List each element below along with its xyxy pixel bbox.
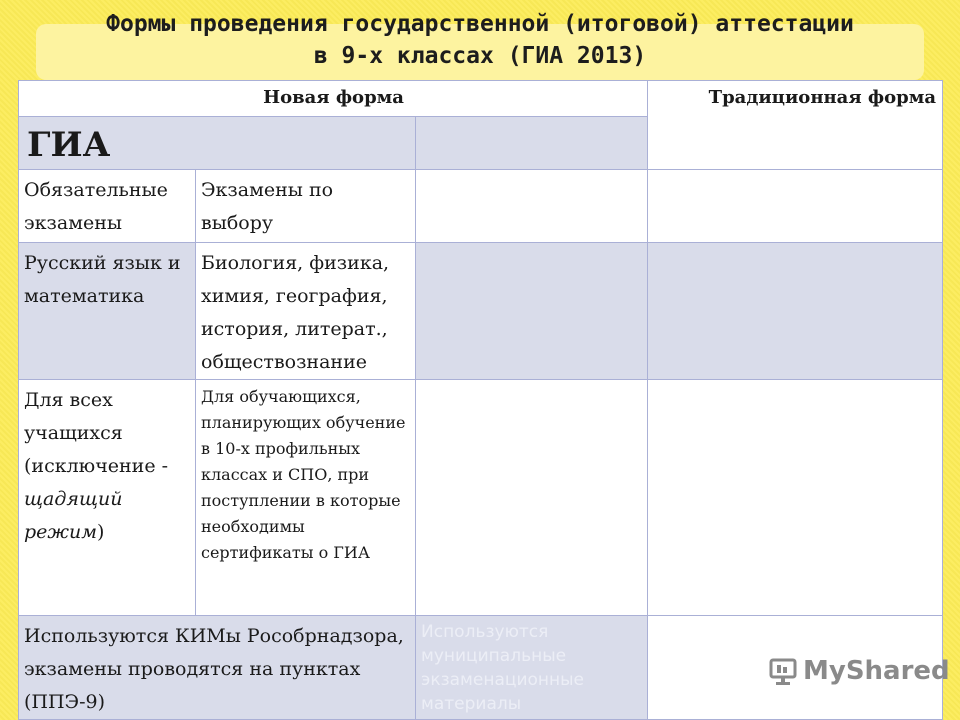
kim-note: Используются КИМы Рособрнадзора, экзамены проводятся на пунктах (ППЭ-9) bbox=[19, 616, 416, 720]
mandatory-exams-header: Обязательные экзамены bbox=[19, 170, 196, 243]
traditional-form-header: Традиционная форма bbox=[648, 81, 943, 170]
empty-cell bbox=[416, 243, 648, 380]
mandatory-subjects: Русский язык и математика bbox=[19, 243, 196, 380]
myshared-watermark bbox=[768, 656, 950, 686]
municipal-note: Используются муниципальные экзаменационные материалы bbox=[416, 616, 648, 720]
watermark-text: MyShared bbox=[803, 656, 950, 686]
gia-label: ГИА bbox=[19, 117, 416, 170]
myshared-logo-icon bbox=[768, 656, 798, 686]
slide-title-line-2: в 9-х классах (ГИА 2013) bbox=[313, 43, 647, 69]
mandatory-who-italic: щадящий режим bbox=[24, 488, 123, 543]
exam-forms-table bbox=[18, 80, 943, 720]
slide-title-line-1: Формы проведения государственной (итоговой) аттестации bbox=[106, 11, 854, 37]
elective-subjects: Биология, физика, химия, география, история, литерат., обществознание bbox=[196, 243, 416, 380]
slide-title bbox=[0, 8, 960, 72]
mandatory-who-end: ) bbox=[97, 521, 105, 543]
empty-cell bbox=[648, 170, 943, 243]
elective-exams-header: Экзамены по выбору bbox=[196, 170, 416, 243]
empty-cell bbox=[416, 117, 648, 170]
empty-cell bbox=[648, 243, 943, 380]
elective-who: Для обучающихся, планирующих обучение в 10-х профильных классах и СПО, при поступлении в которые необходимы сертификаты о ГИА bbox=[196, 380, 416, 616]
mandatory-who-text: Для всех учащихся (исключение - bbox=[24, 389, 169, 477]
mandatory-who bbox=[19, 380, 196, 616]
empty-cell bbox=[416, 380, 648, 616]
empty-cell bbox=[648, 380, 943, 616]
new-form-header: Новая форма bbox=[19, 81, 648, 117]
empty-cell bbox=[416, 170, 648, 243]
